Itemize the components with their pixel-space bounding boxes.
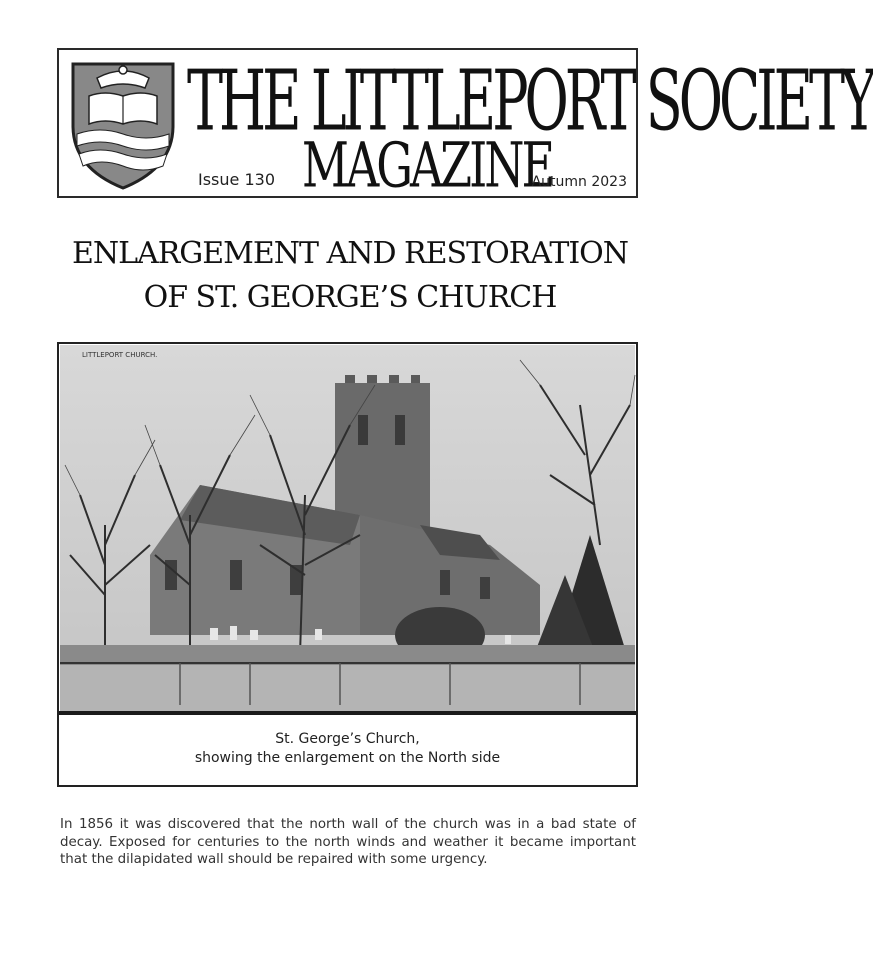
photo-caption	[59, 730, 636, 768]
caption-line-2: showing the enlargement on the North side	[194, 750, 501, 766]
magazine-subtitle: MAGAZINE	[301, 128, 553, 202]
photo-frame	[57, 342, 638, 787]
article-headline	[30, 232, 670, 320]
photo-divider	[59, 711, 636, 715]
article-intro: In 1856 it was discovered that the north wall of the church was in a bad state of decay. Exposed for centuries to the north winds and weather it became important that the dilapidated wall should be repaired with some urgency.	[60, 817, 636, 867]
magazine-title: THE LITTLEPORT SOCIETY	[187, 52, 873, 150]
photo-inscription: LITTLEPORT CHURCH.	[82, 351, 158, 359]
masthead	[57, 48, 873, 202]
church-photograph	[60, 345, 635, 711]
headline-line-2: OF ST. GEORGE’S CHURCH	[143, 280, 557, 315]
issue-season: Autumn 2023	[531, 174, 627, 190]
issue-number: Issue 130	[198, 170, 275, 189]
headline-line-1: ENLARGEMENT AND RESTORATION	[71, 236, 629, 271]
society-crest-icon	[67, 56, 179, 192]
caption-line-1: St. George’s Church,	[275, 731, 420, 747]
